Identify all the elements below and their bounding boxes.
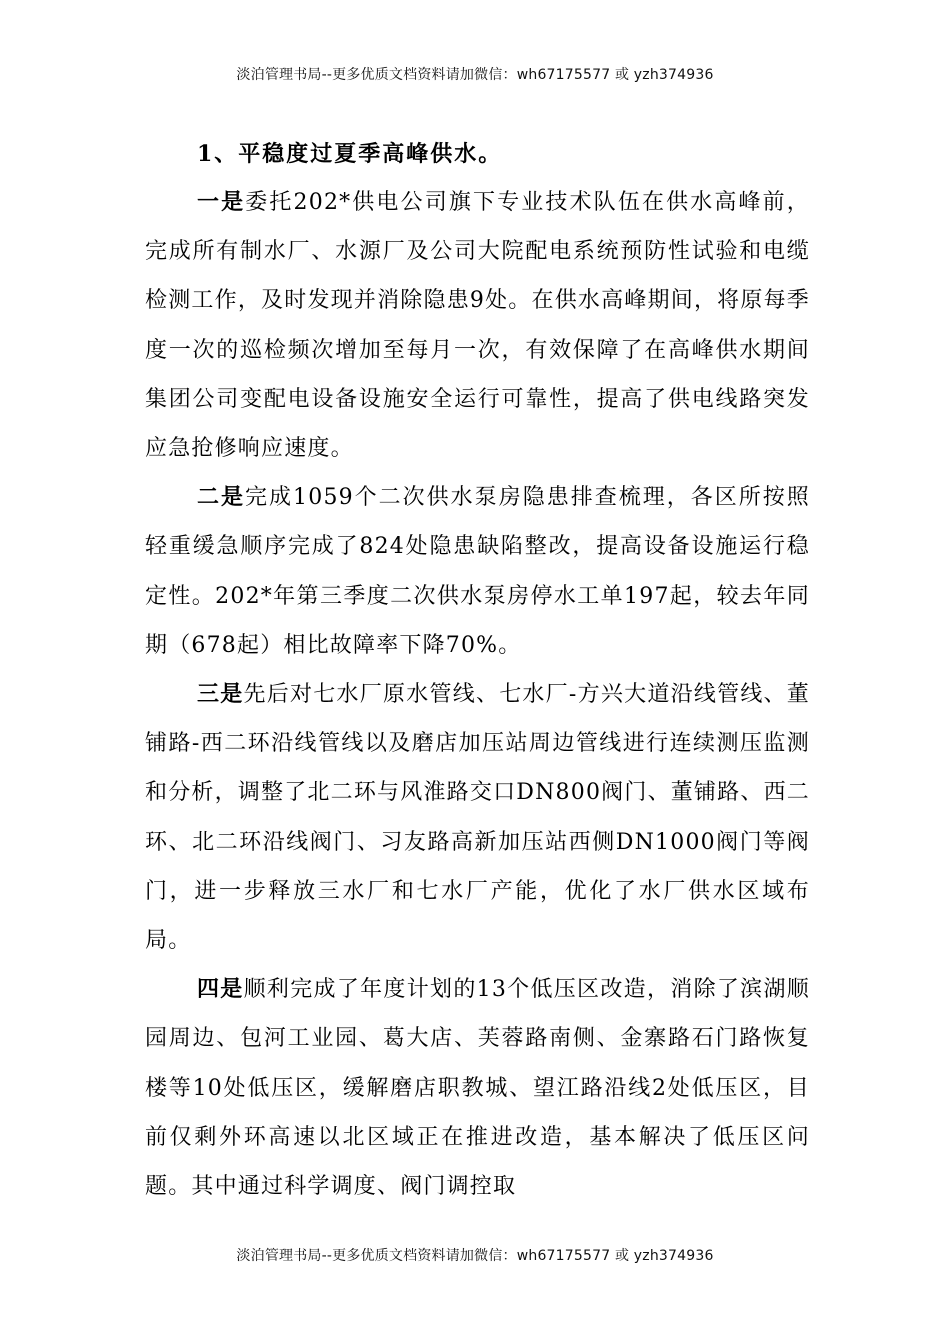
paragraph-text: 顺利完成了年度计划的13个低压区改造，消除了滨湖顺园周边、包河工业园、葛大店、芙蓉路南侧、金寨路石门路恢复楼等10处低压区，缓解磨店职教城、望江路沿线2处低压区，目前仅剩外环高速以北区域正在推进改造，基本解决了低压区问题。其中通过科学调度、阀门调控取 [145, 977, 810, 1200]
paragraph-three [145, 670, 810, 965]
document-body [145, 130, 810, 1211]
paragraph-lead: 一是 [197, 189, 246, 215]
paragraph-text: 委托202*供电公司旗下专业技术队伍在供水高峰前，完成所有制水厂、水源厂及公司大院配电系统预防性试验和电缆检测工作，及时发现并消除隐患9处。在供水高峰期间，将原每季度一次的巡检频次增加至每月一次，有效保障了在高峰供水期间集团公司变配电设备设施安全运行可靠性，提高了供电线路突发应急抢修响应速度。 [145, 190, 810, 462]
paragraph-text: 完成1059个二次供水泵房隐患排查梳理，各区所按照轻重缓急顺序完成了824处隐患缺陷整改，提高设备设施运行稳定性。202*年第三季度二次供水泵房停水工单197起，较去年同期（678起）相比故障率下降70%。 [145, 485, 810, 658]
paragraph-two [145, 473, 810, 670]
paragraph-lead: 二是 [197, 484, 246, 511]
paragraph-four [145, 965, 810, 1211]
page-header: 淡泊管理书局--更多优质文档资料请加微信：wh67175577 或 yzh374936 [236, 67, 714, 83]
page-footer: 淡泊管理书局--更多优质文档资料请加微信：wh67175577 或 yzh374936 [236, 1248, 714, 1264]
paragraph-one [145, 178, 810, 473]
paragraph-text: 先后对七水厂原水管线、七水厂-方兴大道沿线管线、董铺路-西二环沿线管线以及磨店加压站周边管线进行连续测压监测和分析，调整了北二环与风淮路交口DN800阀门、董铺路、西二环、北二环沿线阀门、习友路高新加压站西侧DN1000阀门等阀门，进一步释放三水厂和七水厂产能，优化了水厂供水区域布局。 [145, 682, 811, 954]
paragraph-lead: 三是 [197, 681, 244, 708]
paragraph-lead: 四是 [197, 976, 244, 1003]
section-heading: 1、平稳度过夏季高峰供水。 [197, 141, 503, 167]
